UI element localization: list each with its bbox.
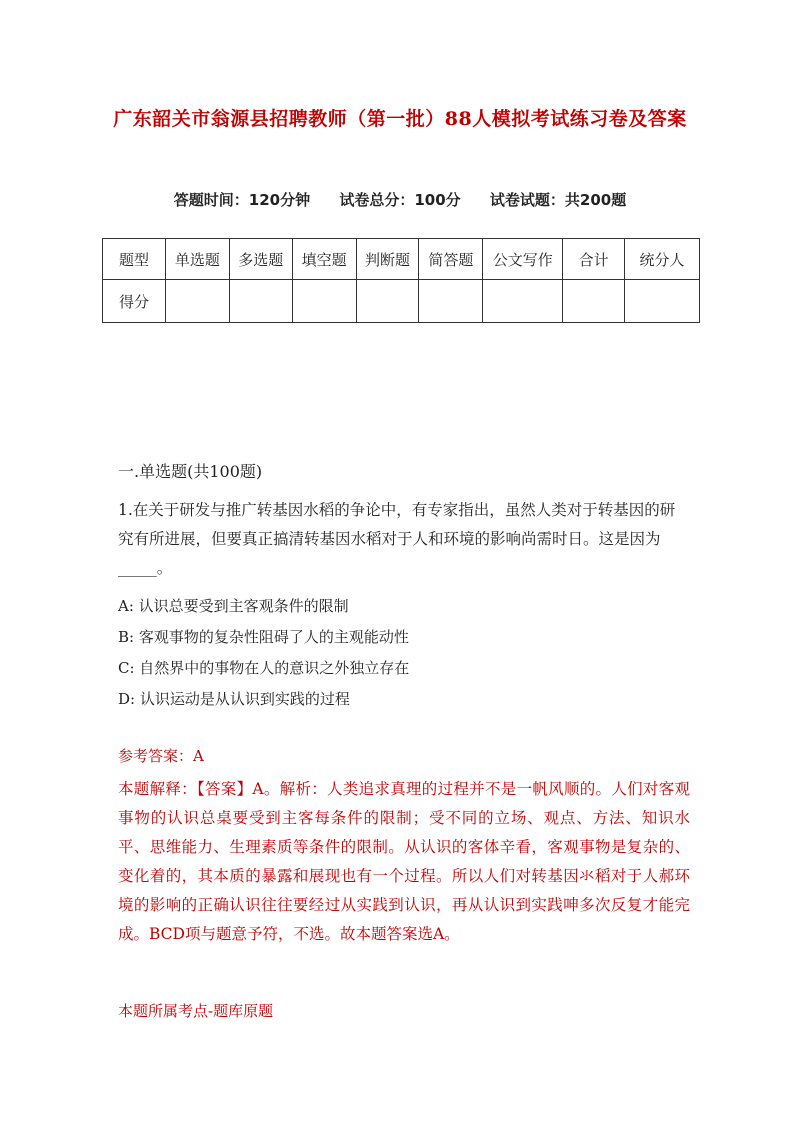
section-title: 一.单选题(共100题) [118,462,263,481]
exam-question-count: 试卷试题：共200题 [489,191,627,209]
question-stem: 1.在关于研发与推广转基因水稻的争论中，有专家指出，虽然人类对于转基因的研究有所进展，但要真正搞清转基因水稻对于人和环境的影响尚需时日。这是因为_____。 [118,501,676,577]
score-cell [625,280,700,323]
score-table-header-row [103,239,700,280]
score-table-header: 合计 [563,239,625,280]
score-table [102,238,700,323]
option-b: B: 客观事物的复杂性阻碍了人的主观能动性 [118,628,409,646]
option-a: A: 认识总要受到主客观条件的限制 [118,597,349,615]
score-cell [419,280,483,323]
score-cell [292,280,356,323]
score-table-score-row [103,280,700,323]
score-table-header: 填空题 [292,239,356,280]
score-table-header: 多选题 [229,239,292,280]
score-table-header: 判断题 [356,239,419,280]
score-table-header: 统分人 [625,239,700,280]
score-cell [356,280,419,323]
score-table-header: 题型 [103,239,166,280]
document-title: 广东韶关市翁源县招聘教师（第一批）88人模拟考试练习卷及答案 [113,108,687,130]
reference-answer: 参考答案：A [118,747,204,765]
score-cell [229,280,292,323]
answer-explanation: 本题解释：【答案】A。解析：人类追求真理的过程并不是一帆风顺的。人们对客观事物的认识总桌要受到主客每条件的限制；受不同的立场、观点、方法、知识水平、思维能力、生理素质等条件的限制。从认识的客体辛看，客观事物是复杂的、变化着的，其本质的暴露和展现也有一个过程。所以人们对转基因氺稻对于人郝环境的影响的正确认识往往要经过从实践到认识，再从认识到实践呻多次反复才能完成。BCD项与题意予符，不选。故本题答案选A。 [118,780,690,943]
option-d: D: 认识运动是从认识到实践的过程 [118,690,350,708]
question-source: 本题所属考点-题库原题 [118,1002,274,1020]
score-cell [483,280,563,323]
exam-meta [0,189,800,210]
option-c: C: 自然界中的事物在人的意识之外独立存在 [118,659,410,677]
score-cell [563,280,625,323]
exam-time: 答题时间：120分钟 [173,191,311,209]
question-options [118,591,409,715]
exam-total-score: 试卷总分：100分 [339,191,461,209]
score-cell [165,280,229,323]
score-table-header: 单选题 [165,239,229,280]
score-table-header: 简答题 [419,239,483,280]
score-row-label: 得分 [103,280,166,323]
score-table-header: 公文写作 [483,239,563,280]
